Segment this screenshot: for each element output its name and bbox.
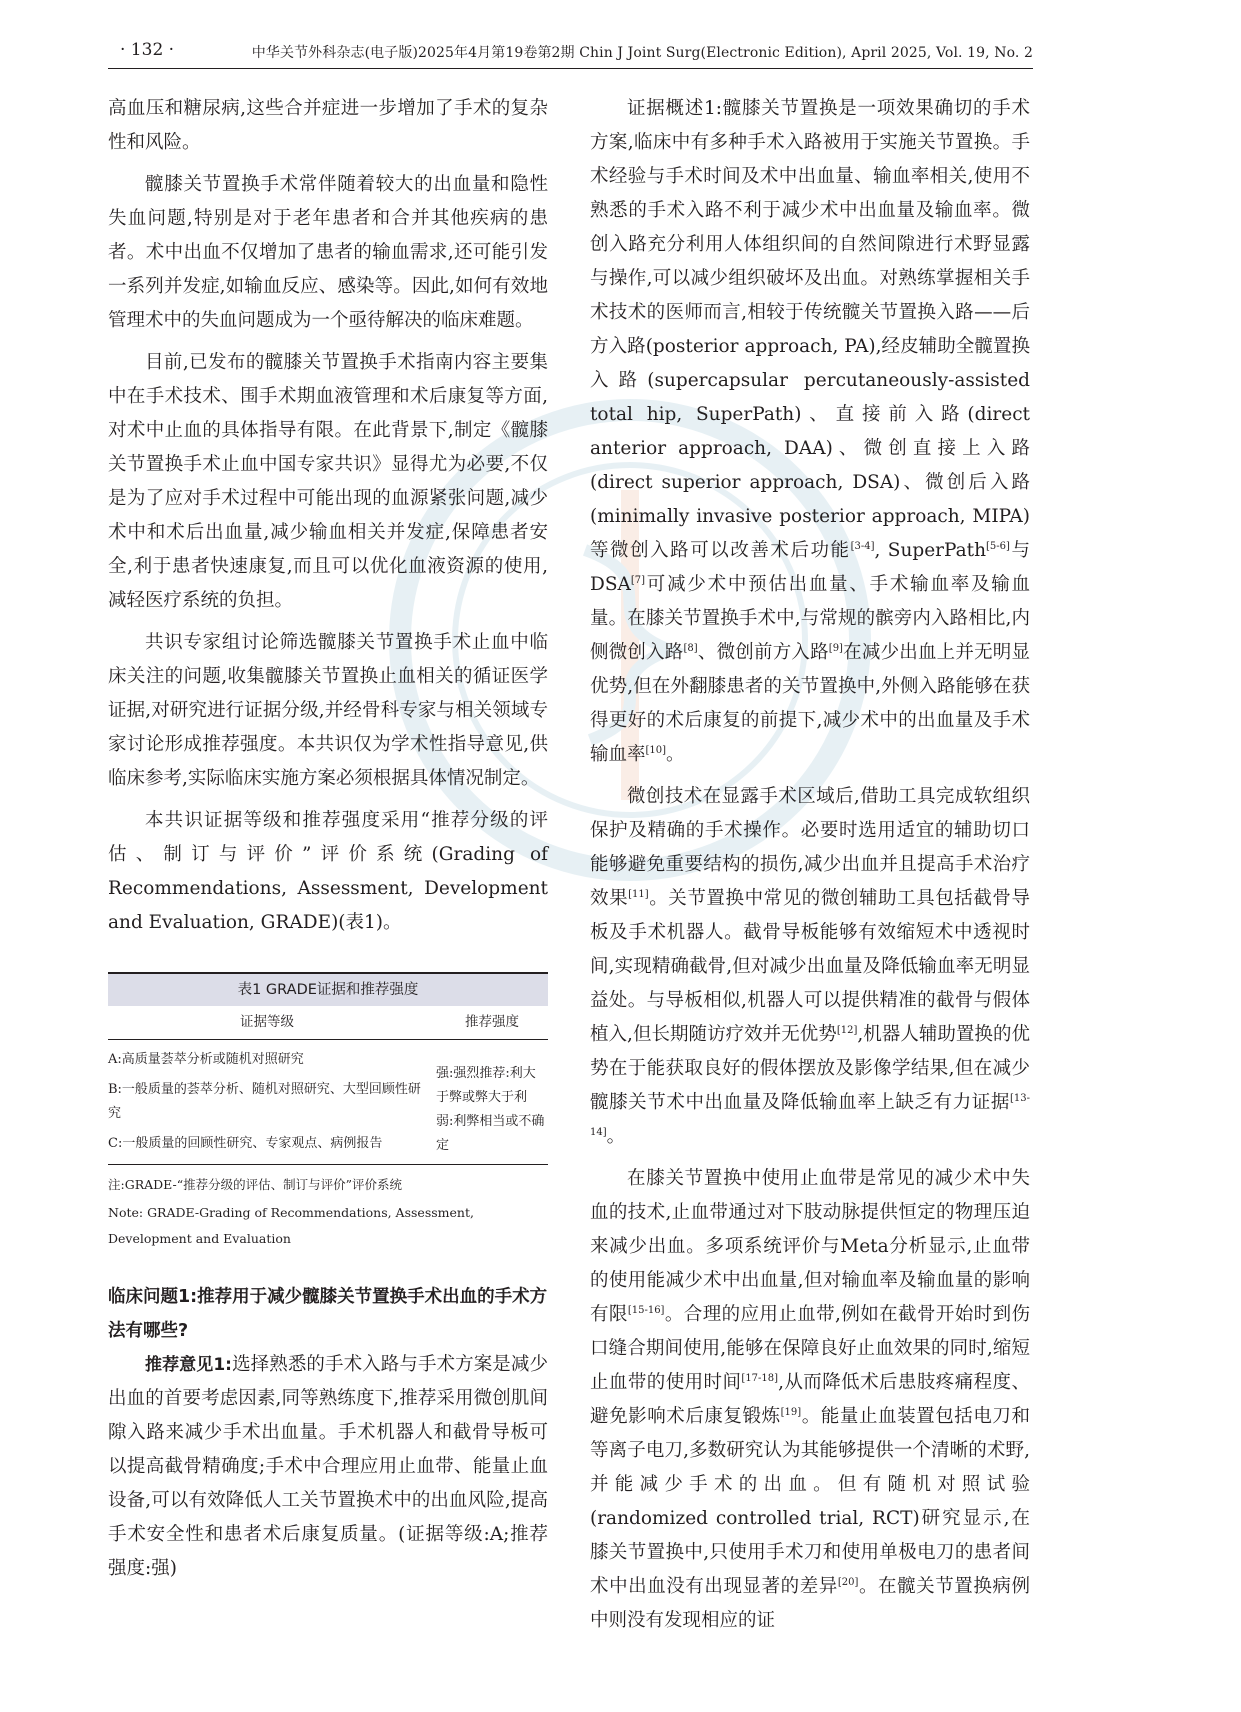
running-header (108, 40, 1033, 69)
right-column (590, 92, 1030, 1646)
citation: [7] (630, 574, 646, 586)
table-note-en: Note: GRADE-Grading of Recommendations, Assessment, Development and Evaluation (108, 1205, 474, 1246)
table-cell-strength (432, 1040, 548, 1159)
text-run: 微创技术在显露手术区域后,借助工具完成软组织保护及精确的手术操作。必要时选用适宜的辅助切口能够避免重要结构的损伤,减少出血并且提高手术治疗效果 (590, 786, 1030, 909)
citation: [3-4] (850, 540, 875, 552)
table-bottom-rule (108, 1158, 548, 1165)
citation: [19] (780, 1406, 802, 1418)
left-column (108, 92, 548, 1594)
recommendation-paragraph (108, 1348, 548, 1586)
text-run: 。合理的应用止血带,例如在截骨开始时到伤口缝合期间使用,能够在保障良好止血效果的同时,缩短止血带的使用时间 (590, 1304, 1030, 1393)
paragraph (590, 780, 1030, 1154)
journal-running-head: 中华关节外科杂志(电子版)2025年4月第19卷第2期 Chin J Joint Surg(Electronic Edition), April 2025, Vol. 19, No. 2 (251, 45, 1033, 61)
paragraph: 本共识证据等级和推荐强度采用“推荐分级的评估、制订与评价”评价系统(Grading of Recommendations, Assessment, Development and Evaluation, GRADE)(表1)。 (108, 810, 548, 933)
table-row: A:高质量荟萃分析或随机对照研究 (108, 1052, 304, 1067)
evidence-summary-label: 证据概述1: (627, 98, 722, 119)
table-title: 表1 GRADE证据和推荐强度 (108, 972, 548, 1006)
recommendation-label: 推荐意见1: (145, 1355, 232, 1375)
recommendation-text: 选择熟悉的手术入路与手术方案是减少出血的首要考虑因素,同等熟练度下,推荐采用微创肌间隙入路来减少手术出血量。手术机器人和截骨导板可以提高截骨精确度;手术中合理应用止血带、能量止血设备,可以有效降低人工关节置换术中的出血风险,提高手术安全性和患者术后康复质量。(证据等级:A;推荐强度:强) (108, 1354, 548, 1579)
text-run: 。关节置换中常见的微创辅助工具包括截骨导板及手术机器人。截骨导板能够有效缩短术中透视时间,实现精确截骨,但对减少出血量及降低输血率无明显益处。与导板相似,机器人可以提供精准的截骨与假体植入,但长期随访疗效并无优势 (590, 888, 1030, 1045)
table-header-evidence-level: 证据等级 (108, 1006, 432, 1040)
paragraph: 高血压和糖尿病,这些合并症进一步增加了手术的复杂性和风险。 (108, 98, 548, 153)
citation: [17-18] (741, 1372, 779, 1384)
paragraph: 髋膝关节置换手术常伴随着较大的出血量和隐性失血问题,特别是对于老年患者和合并其他疾病的患者。术中出血不仅增加了患者的输血需求,还可能引发一系列并发症,如输血反应、感染等。因此,如何有效地管理术中的失血问题成为一个亟待解决的临床难题。 (108, 174, 548, 331)
evidence-summary-paragraph (590, 92, 1030, 772)
clinical-question-heading: 临床问题1:推荐用于减少髋膝关节置换手术出血的手术方法有哪些? (108, 1287, 548, 1341)
citation: [11] (628, 888, 649, 900)
text-run: 。能量止血装置包括电刀和等离子电刀,多数研究认为其能够提供一个清晰的术野,并能减少手术的出血。但有随机对照试验(randomized controlled trial, RCT)研究显示,在膝关节置换中,只使用手术刀和使用单极电刀的患者间术中出血没有出现显著的差异 (590, 1406, 1030, 1597)
paragraph: 目前,已发布的髋膝关节置换手术指南内容主要集中在手术技术、围手术期血液管理和术后康复等方面,对术中止血的具体指导有限。在此背景下,制定《髋膝关节置换手术止血中国专家共识》显得尤为必要,不仅是为了应对手术过程中可能出现的血源紧张问题,减少术中和术后出血量,减少输血相关并发症,保障患者安全,利于患者快速康复,而且可以优化血液资源的使用,减轻医疗系统的负担。 (108, 352, 548, 611)
citation: [8] (683, 642, 698, 654)
citation: [5-6] (986, 540, 1010, 552)
text-run: 。在髋关节置换病例中则没有发现相应的证 (590, 1576, 1030, 1631)
text-run: 、微创前方入路 (697, 642, 829, 663)
text-run: 在减少出血上并无明显优势,但在外翻膝患者的关节置换中,外侧入路能够在获得更好的术后康复的前提下,减少术中的出血量及手术输血率 (590, 642, 1030, 765)
text-run: 与DSA (590, 540, 1030, 595)
text-run: , SuperPath (874, 540, 987, 561)
paragraph: 共识专家组讨论筛选髋膝关节置换手术止血中临床关注的问题,收集髋膝关节置换止血相关的循证医学证据,对研究进行证据分级,并经骨科专家与相关领域专家讨论形成推荐强度。本共识仅为学术性指导意见,供临床参考,实际临床实施方案必须根据具体情况制定。 (108, 632, 548, 789)
table-header-strength: 推荐强度 (432, 1006, 548, 1040)
citation: [10] (645, 744, 667, 756)
text-run: 。 (606, 1126, 626, 1147)
table-note-cn: 注:GRADE-“推荐分级的评估、制订与评价”评价系统 (108, 1177, 403, 1192)
text-run: 。 (666, 744, 685, 765)
table-row: C:一般质量的回顾性研究、专家观点、病例报告 (108, 1136, 383, 1151)
text-run: ,机器人辅助置换的优势在于能获取良好的假体摆放及影像学结果,但在减少髋膝关节术中出血量及降低输血率上缺乏有力证据 (590, 1024, 1030, 1113)
strength-text: 强:强烈推荐:利大于弊或弊大于利 弱:利弊相当或不确定 (436, 1066, 545, 1153)
text-run: 可减少术中预估出血量、手术输血率及输血量。在膝关节置换手术中,与常规的髌旁内入路相比,内侧微创入路 (590, 574, 1030, 663)
page-number: · 132 · (120, 40, 175, 60)
citation: [13-14] (590, 1092, 1030, 1138)
paragraph (590, 1162, 1030, 1638)
citation: [9] (828, 642, 843, 654)
table-cell-evidence-levels (108, 1040, 432, 1159)
grade-table (108, 972, 548, 1252)
table-row: B:一般质量的荟萃分析、随机对照研究、大型回顾性研究 (108, 1082, 421, 1121)
citation: [20] (837, 1576, 859, 1588)
citation: [15-16] (627, 1304, 665, 1316)
text-run: ,从而降低术后患肢疼痛程度、避免影响术后康复锻炼 (590, 1372, 1030, 1427)
citation: [12] (836, 1024, 858, 1036)
text-run: 髋膝关节置换是一项效果确切的手术方案,临床中有多种手术入路被用于实施关节置换。手术经验与手术时间及术中出血量、输血率相关,使用不熟悉的手术入路不利于减少术中出血量及输血率。微创入路充分利用人体组织间的自然间隙进行术野显露与操作,可以减少组织破坏及出血。对熟练掌握相关手术技术的医师而言,相较于传统髋关节置换入路——后方入路(posterior approach, PA),经皮辅助全髋置换入路(supercapsular percutaneously-assisted total hip, SuperPath)、直接前入路(direct anterior approach, DAA)、微创直接上入路(direct superior approach, DSA)、微创后入路(minimally invasive posterior approach, MIPA)等微创入路可以改善术后功能 (590, 98, 1030, 561)
text-run: 在膝关节置换中使用止血带是常见的减少术中失血的技术,止血带通过对下肢动脉提供恒定的物理压迫来减少出血。多项系统评价与Meta分析显示,止血带的使用能减少术中出血量,但对输血率及输血量的影响有限 (590, 1168, 1030, 1325)
